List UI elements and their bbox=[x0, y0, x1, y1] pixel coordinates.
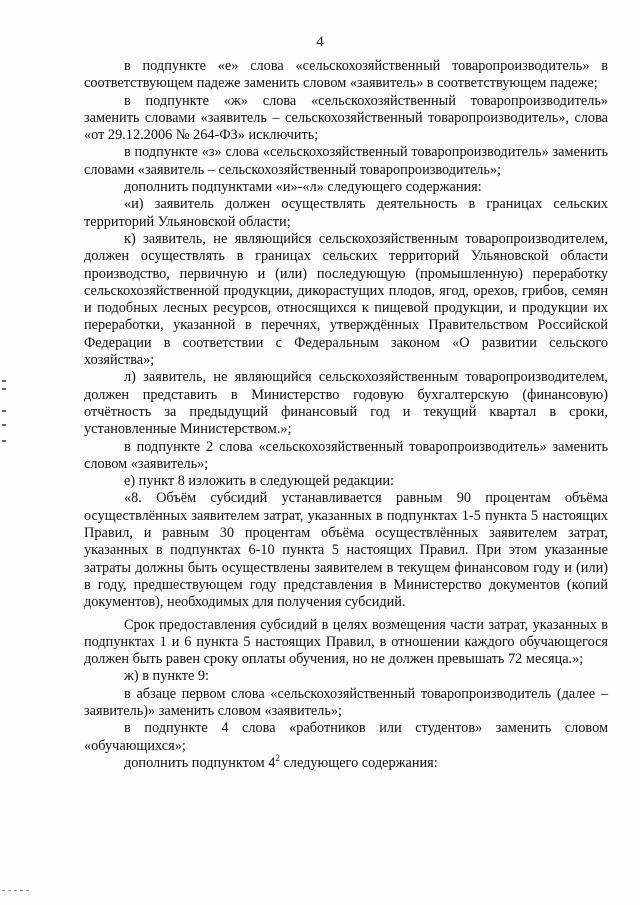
paragraph-item-e: в подпункте «е» слова «сельскохозяйственный товаропроизводитель» в соответствующем падеже заменить словом «заявитель» в соответствующем падеже; bbox=[84, 58, 608, 92]
paragraph-item-z: в подпункте «з» слова «сельскохозяйственный товаропроизводитель» заменить словами «заявитель – сельскохозяйственный товаропроизводитель»; bbox=[84, 144, 608, 178]
scan-edge-marks bbox=[2, 380, 8, 460]
document-body bbox=[84, 58, 608, 772]
paragraph-item-zh: в подпункте «ж» слова «сельскохозяйственный товаропроизводитель» заменить словами «заявитель – сельскохозяйственный товаропроизводитель», слова «от 29.12.2006 № 264-ФЗ» исключить; bbox=[84, 92, 608, 144]
paragraph-subitem-k: к) заявитель, не являющийся сельскохозяйственным товаропроизводителем, должен осуществлять в границах сельских территорий Ульяновской области производство, первичную и (или) последующую (промышленную) переработку сельскохозяйственной продукции, дикорастущих плодов, ягод, орехов, грибов, семян и подобных лесных ресурсов, относящихся к пищевой продукции, и продукции их переработки, указанной в перечнях, утверждённых Правительством Российской Федерации в соответствии с Федеральным законом «О развитии сельского хозяйства»; bbox=[84, 230, 608, 369]
paragraph-point-8-intro: е) пункт 8 изложить в следующей редакции: bbox=[124, 473, 394, 490]
add-subitem-text: дополнить подпунктом 4 bbox=[124, 754, 276, 771]
page-number: 4 bbox=[316, 34, 324, 50]
superscript-number: 2 bbox=[275, 752, 280, 763]
paragraph-subitem-2: в подпункте 2 слова «сельскохозяйственный товаропроизводитель» заменить словом «заявитель»; bbox=[84, 438, 608, 472]
paragraph-point-9-intro: ж) в пункте 9: bbox=[124, 668, 210, 685]
paragraph-point-8-text: «8. Объём субсидий устанавливается равным 90 процентам объёма осуществлённых заявителем затрат, указанных в подпунктах 1-5 пункта 5 настоящих Правил, и равным 30 процентам объёма осуществлённых заявителем затрат, указанных в подпунктах 6-10 пункта 5 настоящих Правил. При этом указанные затраты должны быть осуществлены заявителем в текущем финансовом году и (или) в году, предшествующем году представления в Министерство документов (копий документов), необходимых для получения субсидий. bbox=[84, 490, 608, 611]
paragraph-first-abzac: в абзаце первом слова «сельскохозяйственный товаропроизводитель (далее – заявитель)» заменить словом «заявитель»; bbox=[84, 685, 608, 719]
paragraph-subitem-4: в подпункте 4 слова «работников или студентов» заменить словом «обучающихся»; bbox=[84, 720, 608, 754]
scan-bottom-dots bbox=[0, 888, 40, 894]
paragraph-subitem-l: л) заявитель, не являющийся сельскохозяйственным товаропроизводителем, должен представить в Министерство годовую бухгалтерскую (финансовую) отчётность за предыдущий финансовый год и текущий квартал в сроки, установленные Министерством.»; bbox=[84, 369, 608, 438]
add-subitem-text-end: следующего содержания: bbox=[279, 754, 438, 771]
paragraph-add-items: дополнить подпунктами «и»-«л» следующего содержания: bbox=[124, 179, 482, 196]
paragraph-add-subitem bbox=[84, 752, 608, 772]
paragraph-subsidy-term: Срок предоставления субсидий в целях возмещения части затрат, указанных в подпунктах 1 и 6 пункта 5 настоящих Правил, в отношении каждого обучающегося должен быть равен сроку оплаты обучения, но не должен превышать 72 месяца.»; bbox=[84, 616, 608, 668]
paragraph-subitem-i: «и) заявитель должен осуществлять деятельность в границах сельских территорий Ульяновской области; bbox=[84, 196, 608, 230]
